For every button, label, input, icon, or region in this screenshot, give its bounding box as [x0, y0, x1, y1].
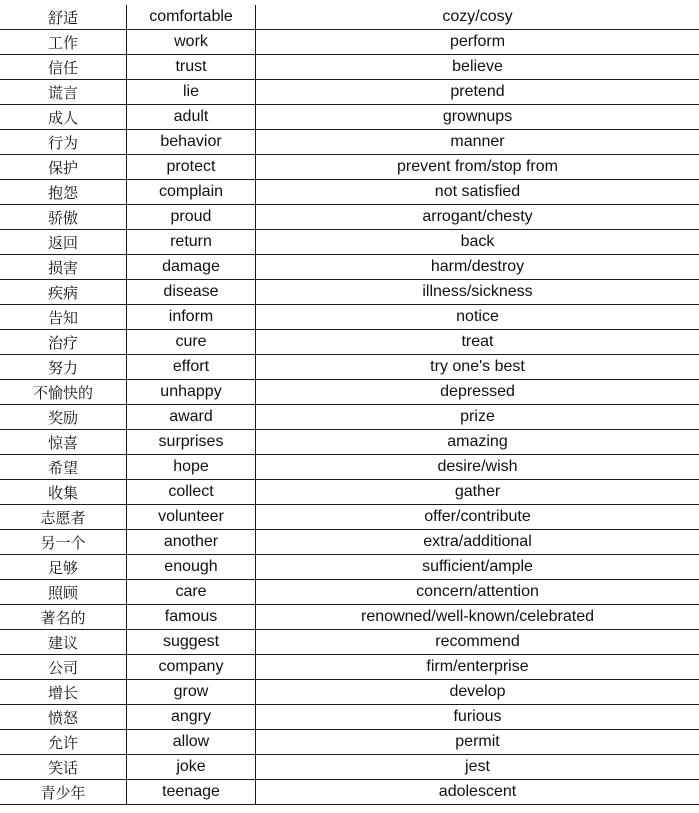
synonyms-cell: prevent from/stop from [256, 155, 699, 180]
table-row [0, 180, 699, 205]
chinese-word-cell: 疾病 [0, 280, 127, 305]
chinese-word-cell: 信任 [0, 55, 127, 80]
table-row [0, 155, 699, 180]
synonyms-cell: pretend [256, 80, 699, 105]
chinese-word-cell: 允许 [0, 730, 127, 755]
table-row [0, 730, 699, 755]
synonyms-cell: depressed [256, 380, 699, 405]
chinese-word-cell: 返回 [0, 230, 127, 255]
synonyms-cell: amazing [256, 430, 699, 455]
chinese-word-cell: 努力 [0, 355, 127, 380]
english-word-cell: hope [127, 455, 256, 480]
synonyms-cell: believe [256, 55, 699, 80]
english-word-cell: inform [127, 305, 256, 330]
synonyms-cell: harm/destroy [256, 255, 699, 280]
chinese-word-cell: 行为 [0, 130, 127, 155]
table-row [0, 680, 699, 705]
table-row [0, 205, 699, 230]
english-word-cell: effort [127, 355, 256, 380]
synonyms-cell: cozy/cosy [256, 5, 699, 30]
english-word-cell: volunteer [127, 505, 256, 530]
synonyms-cell: treat [256, 330, 699, 355]
table-row [0, 430, 699, 455]
english-word-cell: work [127, 30, 256, 55]
chinese-word-cell: 愤怒 [0, 705, 127, 730]
english-word-cell: adult [127, 105, 256, 130]
english-word-cell: care [127, 580, 256, 605]
table-row [0, 655, 699, 680]
english-word-cell: joke [127, 755, 256, 780]
synonyms-cell: arrogant/chesty [256, 205, 699, 230]
table-row [0, 255, 699, 280]
table-row [0, 55, 699, 80]
synonyms-cell: offer/contribute [256, 505, 699, 530]
table-row [0, 580, 699, 605]
chinese-word-cell: 著名的 [0, 605, 127, 630]
synonyms-cell: develop [256, 680, 699, 705]
english-word-cell: surprises [127, 430, 256, 455]
table-row [0, 330, 699, 355]
table-row [0, 130, 699, 155]
chinese-word-cell: 笑话 [0, 755, 127, 780]
synonyms-cell: perform [256, 30, 699, 55]
chinese-word-cell: 另一个 [0, 530, 127, 555]
chinese-word-cell: 奖励 [0, 405, 127, 430]
table-row [0, 455, 699, 480]
chinese-word-cell: 工作 [0, 30, 127, 55]
english-word-cell: disease [127, 280, 256, 305]
vocabulary-table-body [0, 5, 699, 805]
english-word-cell: famous [127, 605, 256, 630]
english-word-cell: allow [127, 730, 256, 755]
table-row [0, 755, 699, 780]
table-row [0, 405, 699, 430]
table-row [0, 355, 699, 380]
chinese-word-cell: 志愿者 [0, 505, 127, 530]
table-row [0, 230, 699, 255]
synonyms-cell: illness/sickness [256, 280, 699, 305]
english-word-cell: comfortable [127, 5, 256, 30]
table-row [0, 630, 699, 655]
english-word-cell: cure [127, 330, 256, 355]
english-word-cell: damage [127, 255, 256, 280]
table-row [0, 605, 699, 630]
english-word-cell: angry [127, 705, 256, 730]
english-word-cell: lie [127, 80, 256, 105]
synonyms-cell: prize [256, 405, 699, 430]
english-word-cell: award [127, 405, 256, 430]
chinese-word-cell: 保护 [0, 155, 127, 180]
synonyms-cell: grownups [256, 105, 699, 130]
synonyms-cell: sufficient/ample [256, 555, 699, 580]
chinese-word-cell: 足够 [0, 555, 127, 580]
chinese-word-cell: 希望 [0, 455, 127, 480]
chinese-word-cell: 抱怨 [0, 180, 127, 205]
chinese-word-cell: 治疗 [0, 330, 127, 355]
english-word-cell: suggest [127, 630, 256, 655]
synonyms-cell: jest [256, 755, 699, 780]
chinese-word-cell: 公司 [0, 655, 127, 680]
synonyms-cell: extra/additional [256, 530, 699, 555]
chinese-word-cell: 告知 [0, 305, 127, 330]
english-word-cell: company [127, 655, 256, 680]
table-row [0, 705, 699, 730]
english-word-cell: another [127, 530, 256, 555]
table-row [0, 105, 699, 130]
english-word-cell: return [127, 230, 256, 255]
english-word-cell: trust [127, 55, 256, 80]
chinese-word-cell: 成人 [0, 105, 127, 130]
english-word-cell: teenage [127, 780, 256, 805]
chinese-word-cell: 损害 [0, 255, 127, 280]
table-row [0, 30, 699, 55]
chinese-word-cell: 惊喜 [0, 430, 127, 455]
table-row [0, 780, 699, 805]
synonyms-cell: desire/wish [256, 455, 699, 480]
table-row [0, 555, 699, 580]
synonyms-cell: firm/enterprise [256, 655, 699, 680]
chinese-word-cell: 建议 [0, 630, 127, 655]
english-word-cell: unhappy [127, 380, 256, 405]
chinese-word-cell: 增长 [0, 680, 127, 705]
english-word-cell: behavior [127, 130, 256, 155]
synonyms-cell: not satisfied [256, 180, 699, 205]
english-word-cell: grow [127, 680, 256, 705]
english-word-cell: complain [127, 180, 256, 205]
synonyms-cell: back [256, 230, 699, 255]
table-row [0, 5, 699, 30]
english-word-cell: protect [127, 155, 256, 180]
table-row [0, 480, 699, 505]
synonyms-cell: permit [256, 730, 699, 755]
table-row [0, 80, 699, 105]
chinese-word-cell: 谎言 [0, 80, 127, 105]
synonyms-cell: recommend [256, 630, 699, 655]
vocabulary-table [0, 5, 699, 805]
english-word-cell: proud [127, 205, 256, 230]
synonyms-cell: notice [256, 305, 699, 330]
synonyms-cell: furious [256, 705, 699, 730]
synonyms-cell: adolescent [256, 780, 699, 805]
table-row [0, 380, 699, 405]
chinese-word-cell: 舒适 [0, 5, 127, 30]
english-word-cell: enough [127, 555, 256, 580]
chinese-word-cell: 青少年 [0, 780, 127, 805]
table-row [0, 530, 699, 555]
synonyms-cell: try one's best [256, 355, 699, 380]
synonyms-cell: gather [256, 480, 699, 505]
chinese-word-cell: 骄傲 [0, 205, 127, 230]
chinese-word-cell: 不愉快的 [0, 380, 127, 405]
table-row [0, 305, 699, 330]
synonyms-cell: concern/attention [256, 580, 699, 605]
chinese-word-cell: 收集 [0, 480, 127, 505]
table-row [0, 505, 699, 530]
table-row [0, 280, 699, 305]
english-word-cell: collect [127, 480, 256, 505]
chinese-word-cell: 照顾 [0, 580, 127, 605]
synonyms-cell: renowned/well-known/celebrated [256, 605, 699, 630]
synonyms-cell: manner [256, 130, 699, 155]
